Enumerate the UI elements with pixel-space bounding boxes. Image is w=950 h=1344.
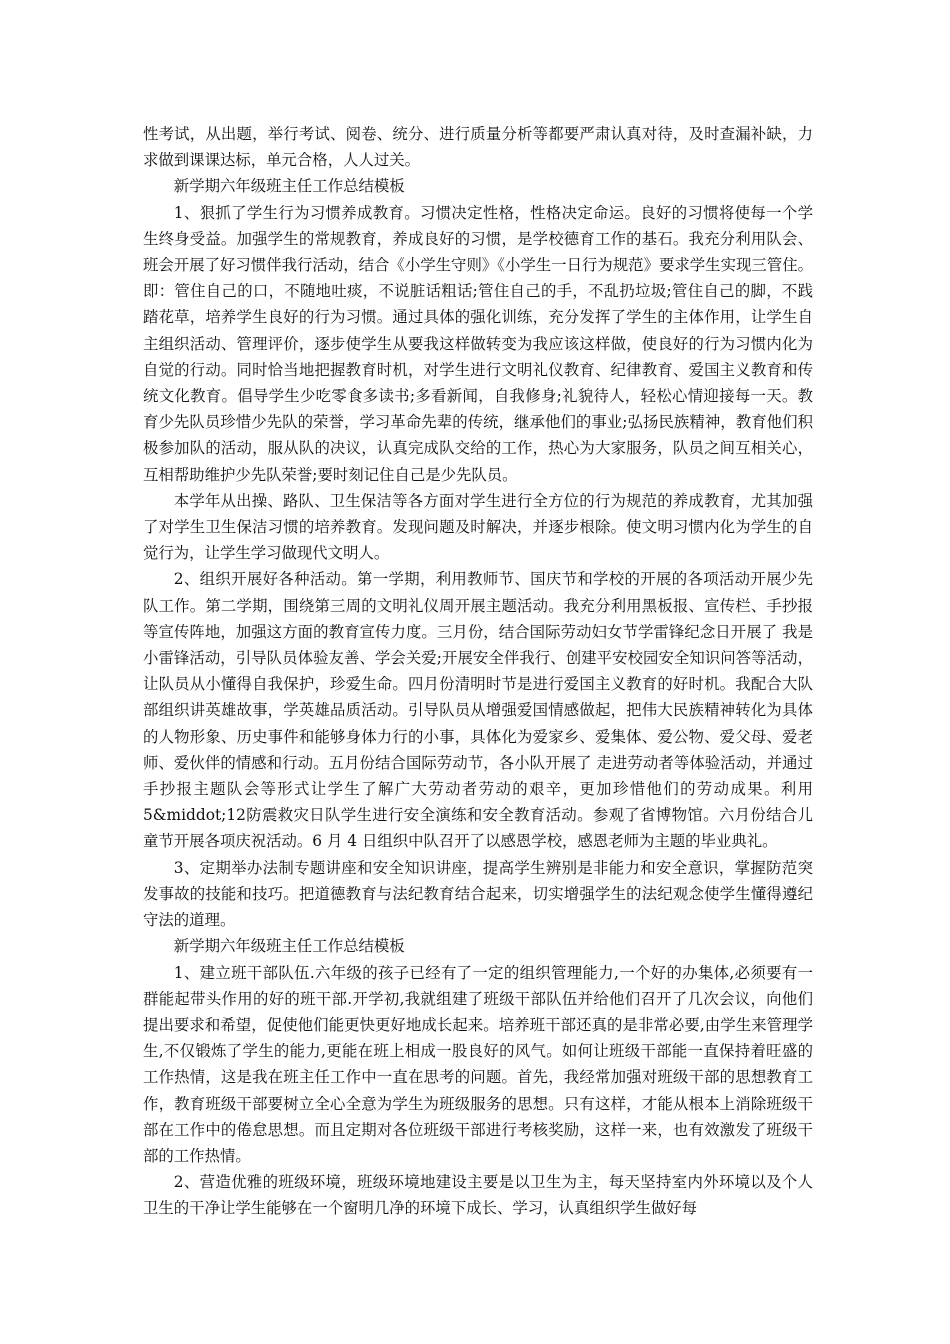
section-heading: 新学期六年级班主任工作总结模板 [173, 937, 405, 956]
section-heading: 新学期六年级班主任工作总结模板 [173, 177, 405, 196]
paragraph-exam-continuation: 性考试，从出题，举行考试、阅卷、统分、进行质量分析等都要严肃认真对待，及时查漏补缺，力求做到课课达标，单元合格，人人过关。 [143, 125, 813, 170]
paragraph-activities: 2、组织开展好各种活动。第一学期，利用教师节、国庆节和学校的开展的各项活动开展少先队工作。第二学期，围绕第三周的文明礼仪周开展主题活动。我充分利用黑板报、宣传栏、手抄报等宣传阵地，加强这方面的教育宣传力度。三月份，结合国际劳动妇女节学雷锋纪念日开展了 我是小雷锋活动，引导队员体验友善、学会关爱;开展安全伴我行、创建平安校园安全知识问答等活动，让队员从小懂得自我保护，珍爱生命。四月份清明时节是进行爱国主义教育的好时机。我配合大队部组织讲英雄故事，学英雄品质活动。引导队员从增强爱国情感做起，把伟大民族精神转化为具体的人物形象、历史事件和能够身体力行的小事，具体化为爱家乡、爱集体、爱公物、爱父母、爱老师、爱伙伴的情感和行动。五月份结合国际劳动节，各小队开展了 走进劳动者等体验活动，并通过手抄报主题队会等形式让学生了解广大劳动者劳动的艰辛，更加珍惜他们的劳动成果。利用 5&middot;12防震救灾日队学生进行安全演练和安全教育活动。参观了省博物馆。六月份结合儿童节开展各项庆祝活动。6 月 4 日组织中队召开了以感恩学校，感恩老师为主题的毕业典礼。 [143, 570, 813, 851]
document-page [143, 121, 813, 1222]
paragraph-behavior-habits: 1、狠抓了学生行为习惯养成教育。习惯决定性格，性格决定命运。良好的习惯将使每一个学生终身受益。加强学生的常规教育，养成良好的习惯，是学校德育工作的基石。我充分利用队会、班会开展了好习惯伴我行活动，结合《小学生守则》《小学生一日行为规范》要求学生实现三管住。即：管住自己的口，不随地吐痰，不说脏话粗话;管住自己的手，不乱扔垃圾;管住自己的脚，不践踏花草，培养学生良好的行为习惯。通过具体的强化训练，充分发挥了学生的主体作用，让学生自主组织活动、管理评价，逐步使学生从要我这样做转变为我应该这样做，使良好的行为习惯内化为自觉的行动。同时恰当地把握教育时机，对学生进行文明礼仪教育、纪律教育、爱国主义教育和传统文化教育。倡导学生少吃零食多读书;多看新闻，自我修身;礼貌待人，轻松心情迎接每一天。教育少先队员珍惜少先队的荣誉，学习革命先辈的传统，继承他们的事业;弘扬民族精神，教育他们积极参加队的活动，服从队的决议，认真完成队交给的工作，热心为大家服务，队员之间互相关心，互相帮助维护少先队荣誉;要时刻记住自己是少先队员。 [143, 203, 813, 484]
paragraph-class-environment: 2、营造优雅的班级环境，班级环境地建设主要是以卫生为主，每天坚持室内外环境以及个人卫生的干净让学生能够在一个窗明几净的环境下成长、学习，认真组织学生做好每 [143, 1173, 813, 1218]
paragraph-class-cadres: 1、建立班干部队伍.六年级的孩子已经有了一定的组织管理能力,一个好的办集体,必须要有一群能起带头作用的好的班干部.开学初,我就组建了班级干部队伍并给他们召开了几次会议，向他们提出要求和希望，促使他们能更快更好地成长起来。培养班干部还真的是非常必要,由学生来管理学生,不仅锻炼了学生的能力,更能在班上相成一股良好的风气。如何让班级干部能一直保持着旺盛的工作热情，这是我在班主任工作中一直在思考的问题。首先，我经常加强对班级干部的思想教育工作，教育班级干部要树立全心全意为学生为班级服务的思想。只有这样，才能从根本上消除班级干部在工作中的倦怠思想。而且定期对各位班级干部进行考核奖励，这样一来，也有效激发了班级干部的工作热情。 [143, 963, 813, 1165]
paragraph-legal-safety: 3、定期举办法制专题讲座和安全知识讲座，提高学生辨别是非能力和安全意识，掌握防范突发事故的技能和技巧。把道德教育与法纪教育结合起来，切实增强学生的法纪观念使学生懂得遵纪守法的道理。 [143, 858, 813, 930]
paragraph-hygiene-habits: 本学年从出操、路队、卫生保洁等各方面对学生进行全方位的行为规范的养成教育，尤其加强了对学生卫生保洁习惯的培养教育。发现问题及时解决，并逐步根除。使文明习惯内化为学生的自觉行为，让学生学习做现代文明人。 [143, 491, 813, 563]
